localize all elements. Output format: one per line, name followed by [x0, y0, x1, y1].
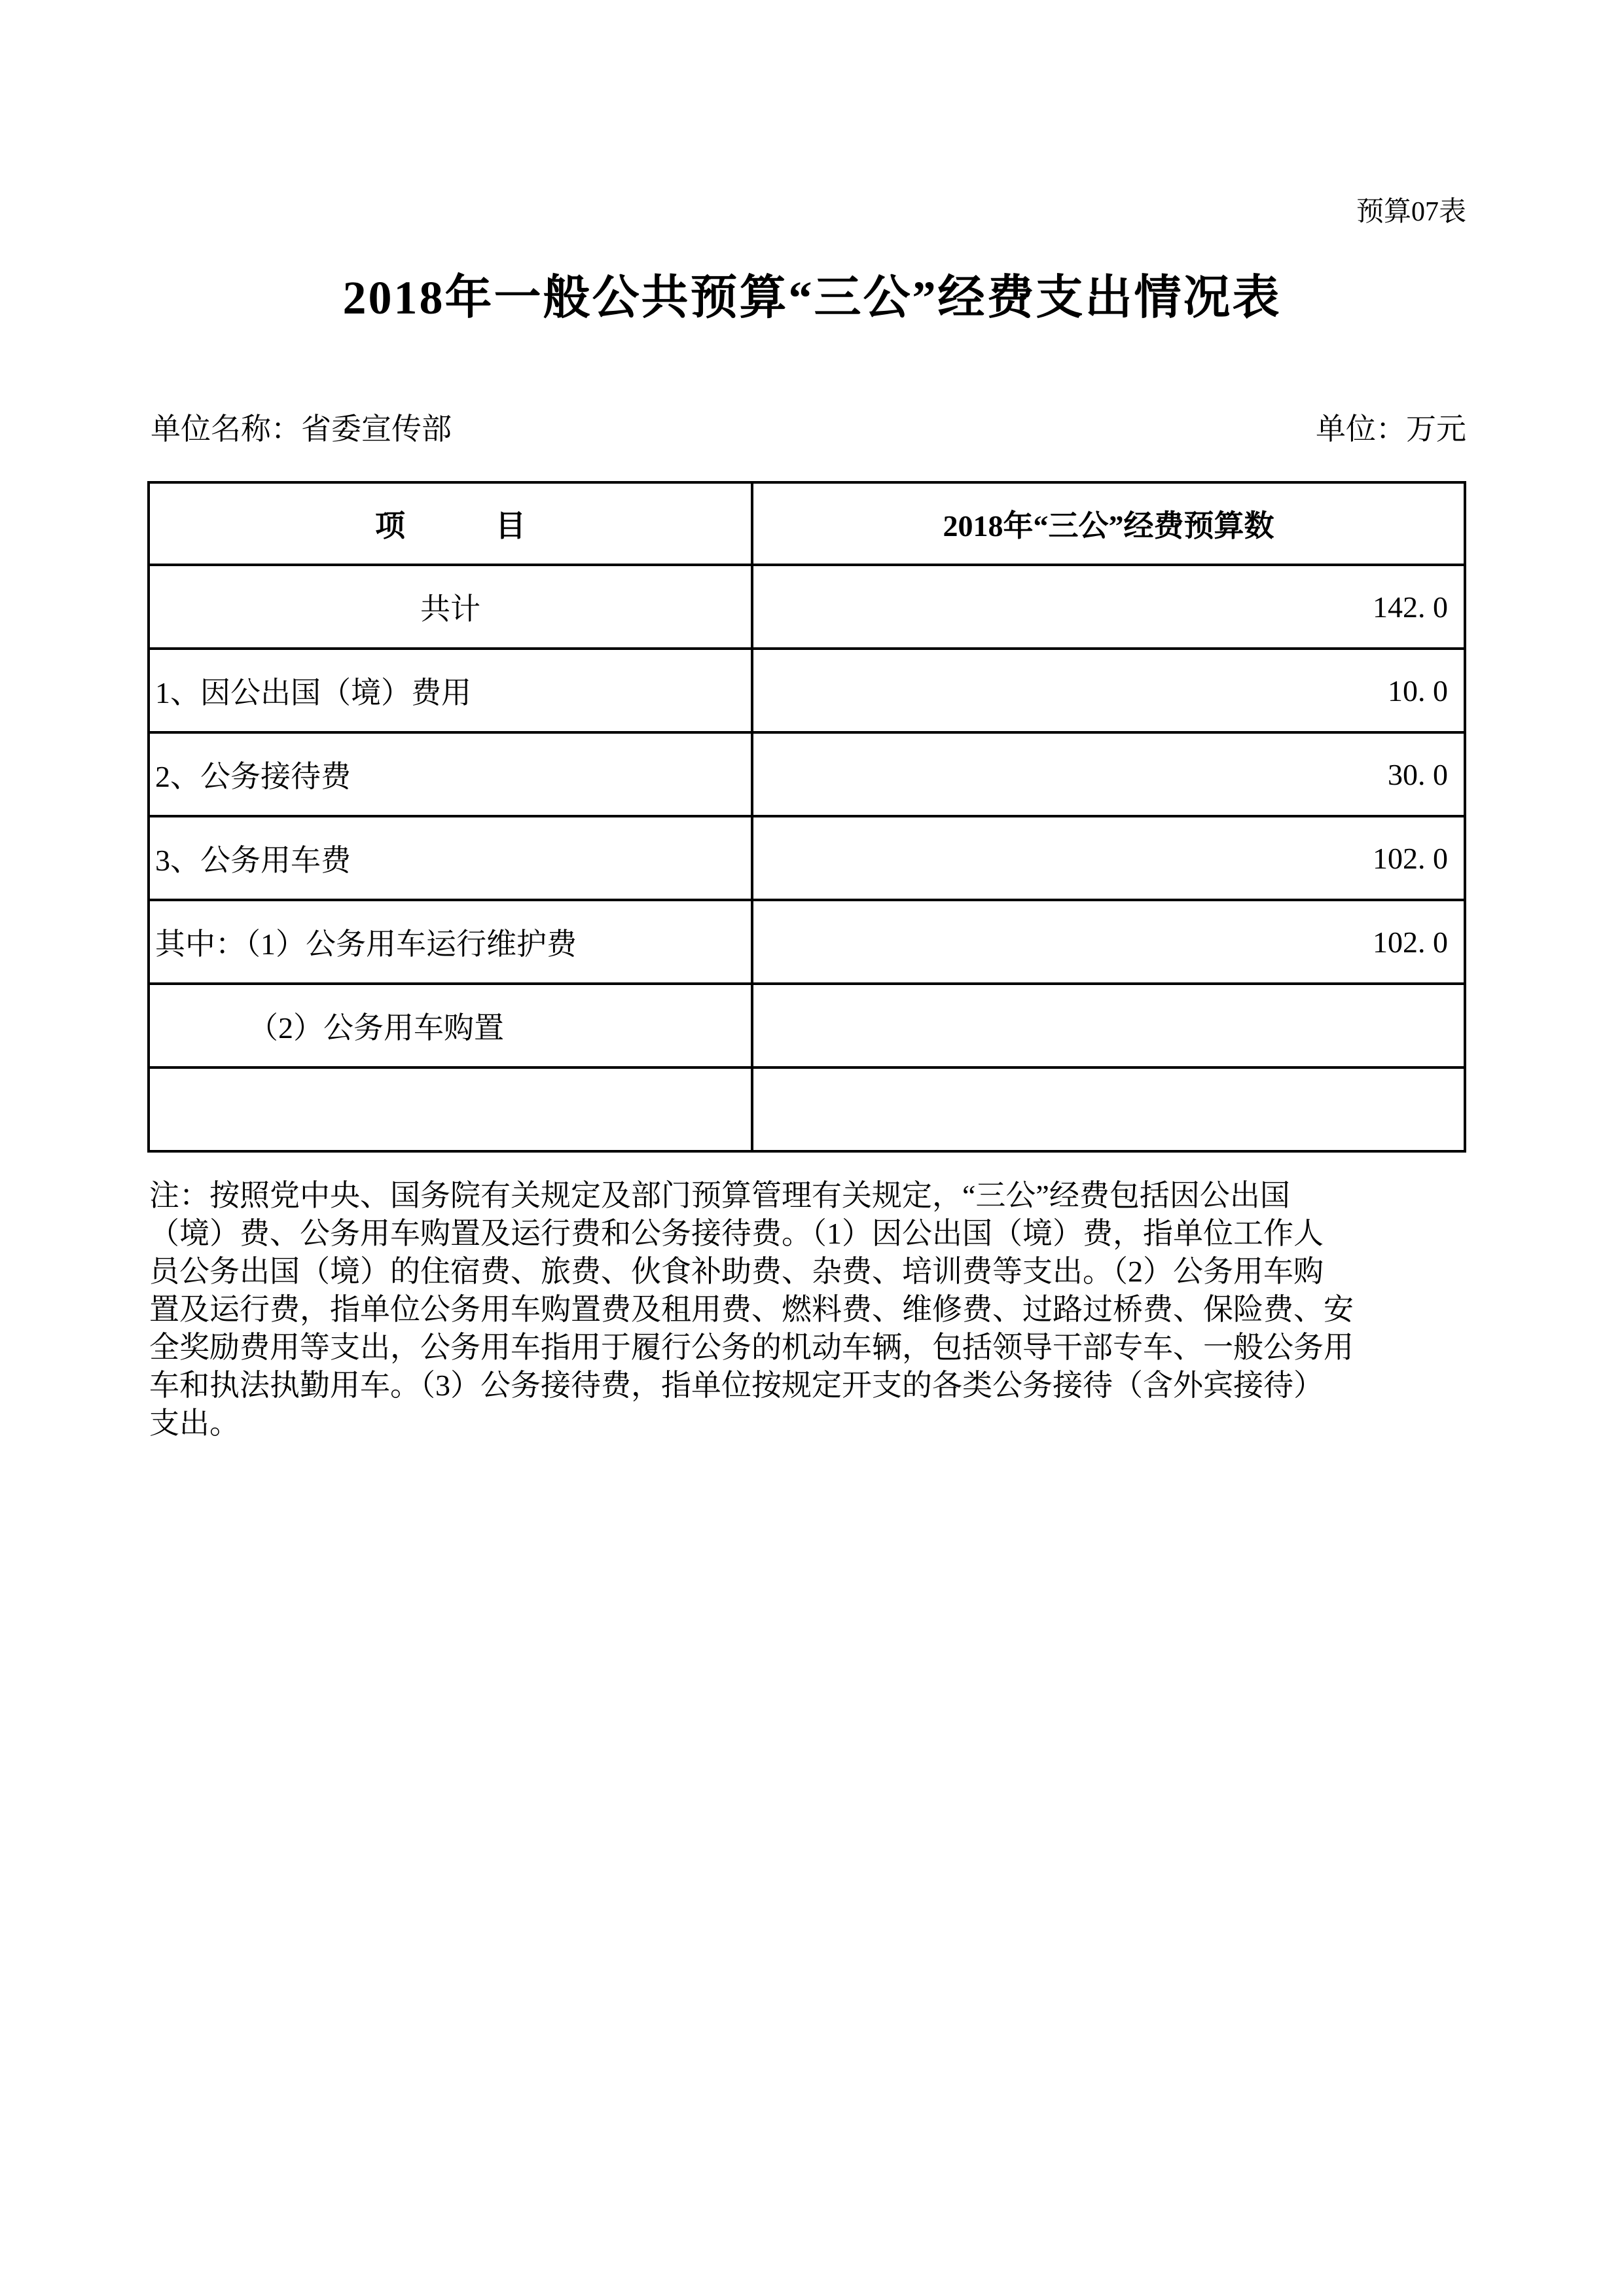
item-label: 其中：（1）公务用车运行维护费 — [149, 900, 752, 984]
page-title: 2018年一般公共预算“三公”经费支出情况表 — [342, 272, 1282, 324]
table-row-reception-fee — [149, 732, 1465, 816]
item-label: 1、因公出国（境）费用 — [149, 649, 752, 732]
budget-table — [147, 481, 1466, 1153]
unit-name-label: 单位名称：省委宣传部 — [151, 412, 452, 446]
item-value: 102. 0 — [752, 816, 1465, 900]
table-row-total — [149, 565, 1465, 649]
unit-of-measure-label: 单位：万元 — [1316, 412, 1466, 446]
item-label: 3、公务用车费 — [149, 816, 752, 900]
table-row-vehicle-maintenance — [149, 900, 1465, 984]
footnote-line: 支出。 — [149, 1407, 240, 1440]
footnote-line: 车和执法执勤用车。（3）公务接待费，指单位按规定开支的各类公务接待（含外宾接待） — [149, 1369, 1324, 1402]
footnote-line: 注：按照党中央、国务院有关规定及部门预算管理有关规定，“三公”经费包括因公出国 — [149, 1179, 1290, 1212]
footnote-line: 全奖励费用等支出，公务用车指用于履行公务的机动车辆，包括领导干部专车、一般公务用 — [149, 1331, 1354, 1364]
item-value: 102. 0 — [752, 900, 1465, 984]
item-label: 2、公务接待费 — [149, 732, 752, 816]
table-row-empty — [149, 1067, 1465, 1151]
item-label: （2）公务用车购置 — [149, 984, 752, 1067]
item-value: 30. 0 — [752, 732, 1465, 816]
table-row-vehicle-purchase — [149, 984, 1465, 1067]
table-header-row — [149, 482, 1465, 565]
table-row-abroad-fee — [149, 649, 1465, 732]
item-value — [752, 984, 1465, 1067]
item-label — [149, 1067, 752, 1151]
meta-row — [151, 411, 1466, 448]
item-value — [752, 1067, 1465, 1151]
item-label: 共计 — [149, 565, 752, 649]
header-budget-column: 2018年“三公”经费预算数 — [752, 482, 1465, 565]
footnote-line: （境）费、公务用车购置及运行费和公务接待费。（1）因公出国（境）费，指单位工作人 — [149, 1217, 1324, 1250]
item-value: 142. 0 — [752, 565, 1465, 649]
form-code-label: 预算07表 — [1356, 197, 1466, 227]
footnote — [149, 1177, 1485, 1443]
footnote-line: 员公务出国（境）的住宿费、旅费、伙食补助费、杂费、培训费等支出。（2）公务用车购 — [149, 1255, 1324, 1288]
header-item-column: 项 目 — [149, 482, 752, 565]
footnote-line: 置及运行费，指单位公务用车购置费及租用费、燃料费、维修费、过路过桥费、保险费、安 — [149, 1293, 1354, 1326]
item-value: 10. 0 — [752, 649, 1465, 732]
table-row-vehicle-fee — [149, 816, 1465, 900]
